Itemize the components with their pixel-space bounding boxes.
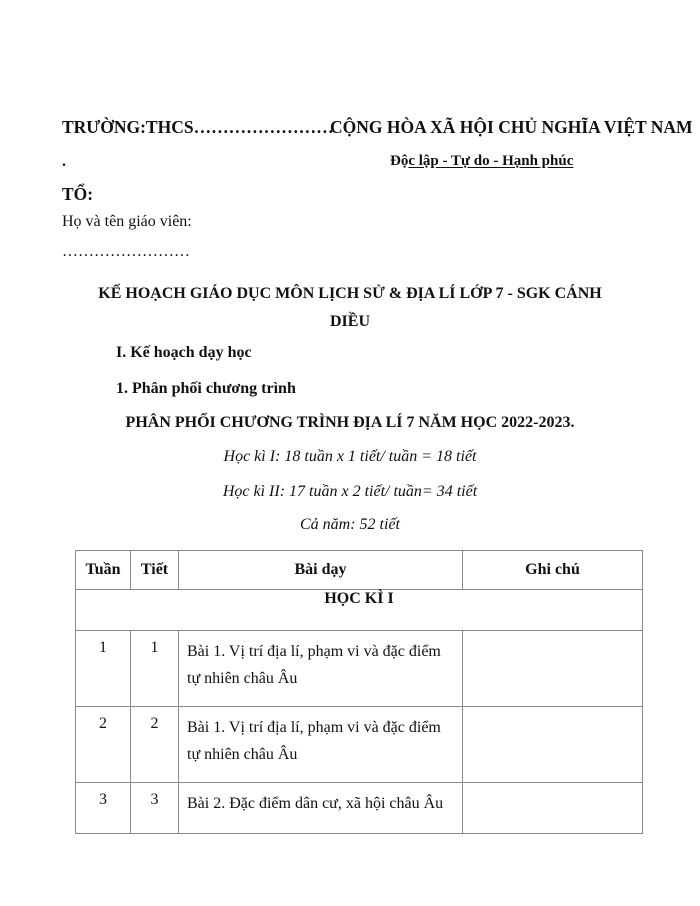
document-title-line1: KẾ HOẠCH GIÁO DỤC MÔN LỊCH SỬ & ĐỊA LÍ LỚP 7 - SGK CÁNH — [98, 285, 602, 302]
year-summary: Cả năm: 52 tiết — [300, 516, 400, 533]
document-title-line2: DIỀU — [329, 313, 370, 330]
cell-lesson: Bài 1. Vị trí địa lí, phạm vi và đặc điểm tự nhiên châu Âu — [179, 631, 463, 707]
cell-lesson: Bài 1. Vị trí địa lí, phạm vi và đặc điểm tự nhiên châu Âu — [179, 707, 463, 783]
dot-line: . — [62, 153, 66, 170]
teacher-name-label: Họ và tên giáo viên: — [62, 213, 192, 230]
semester1-summary: Học kì I: 18 tuần x 1 tiết/ tuần = 18 tiết — [223, 448, 477, 465]
header-week: Tuần — [76, 551, 131, 590]
header-period: Tiết — [131, 551, 179, 590]
nation-title: CỘNG HÒA XÃ HỘI CHỦ NGHĨA VIỆT NAM — [330, 117, 693, 137]
program-title: PHÂN PHỐI CHƯƠNG TRÌNH ĐỊA LÍ 7 NĂM HỌC 2022-2023. — [125, 414, 575, 431]
national-motto — [390, 153, 573, 170]
school-label: TRƯỜNG:THCS…………………… — [62, 117, 334, 137]
cell-period: 1 — [131, 631, 179, 707]
curriculum-table — [75, 550, 643, 834]
table-header-row — [76, 551, 643, 590]
table-row — [76, 631, 643, 707]
cell-note — [463, 631, 643, 707]
motto-prefix: Độ — [390, 153, 409, 169]
cell-week: 2 — [76, 707, 131, 783]
header-note: Ghi chú — [463, 551, 643, 590]
cell-week: 1 — [76, 631, 131, 707]
table-row — [76, 783, 643, 834]
teacher-name-blank: …………………… — [62, 243, 190, 260]
cell-note — [463, 783, 643, 834]
group-label: TỔ: — [62, 184, 94, 204]
header-lesson: Bài dạy — [179, 551, 463, 590]
cell-period: 3 — [131, 783, 179, 834]
cell-note — [463, 707, 643, 783]
cell-period: 2 — [131, 707, 179, 783]
subsection-heading: 1. Phân phối chương trình — [116, 380, 296, 397]
motto-underlined: c lập - Tự do - Hạnh phúc — [408, 153, 574, 169]
semester2-summary: Học kì II: 17 tuần x 2 tiết/ tuần= 34 tiết — [222, 483, 478, 500]
cell-week: 3 — [76, 783, 131, 834]
section-heading: I. Kế hoạch dạy học — [116, 344, 252, 361]
cell-lesson: Bài 2. Đặc điểm dân cư, xã hội châu Âu — [179, 783, 463, 834]
table-row — [76, 707, 643, 783]
semester-label: HỌC KÌ I — [76, 590, 643, 631]
semester-row — [76, 590, 643, 631]
